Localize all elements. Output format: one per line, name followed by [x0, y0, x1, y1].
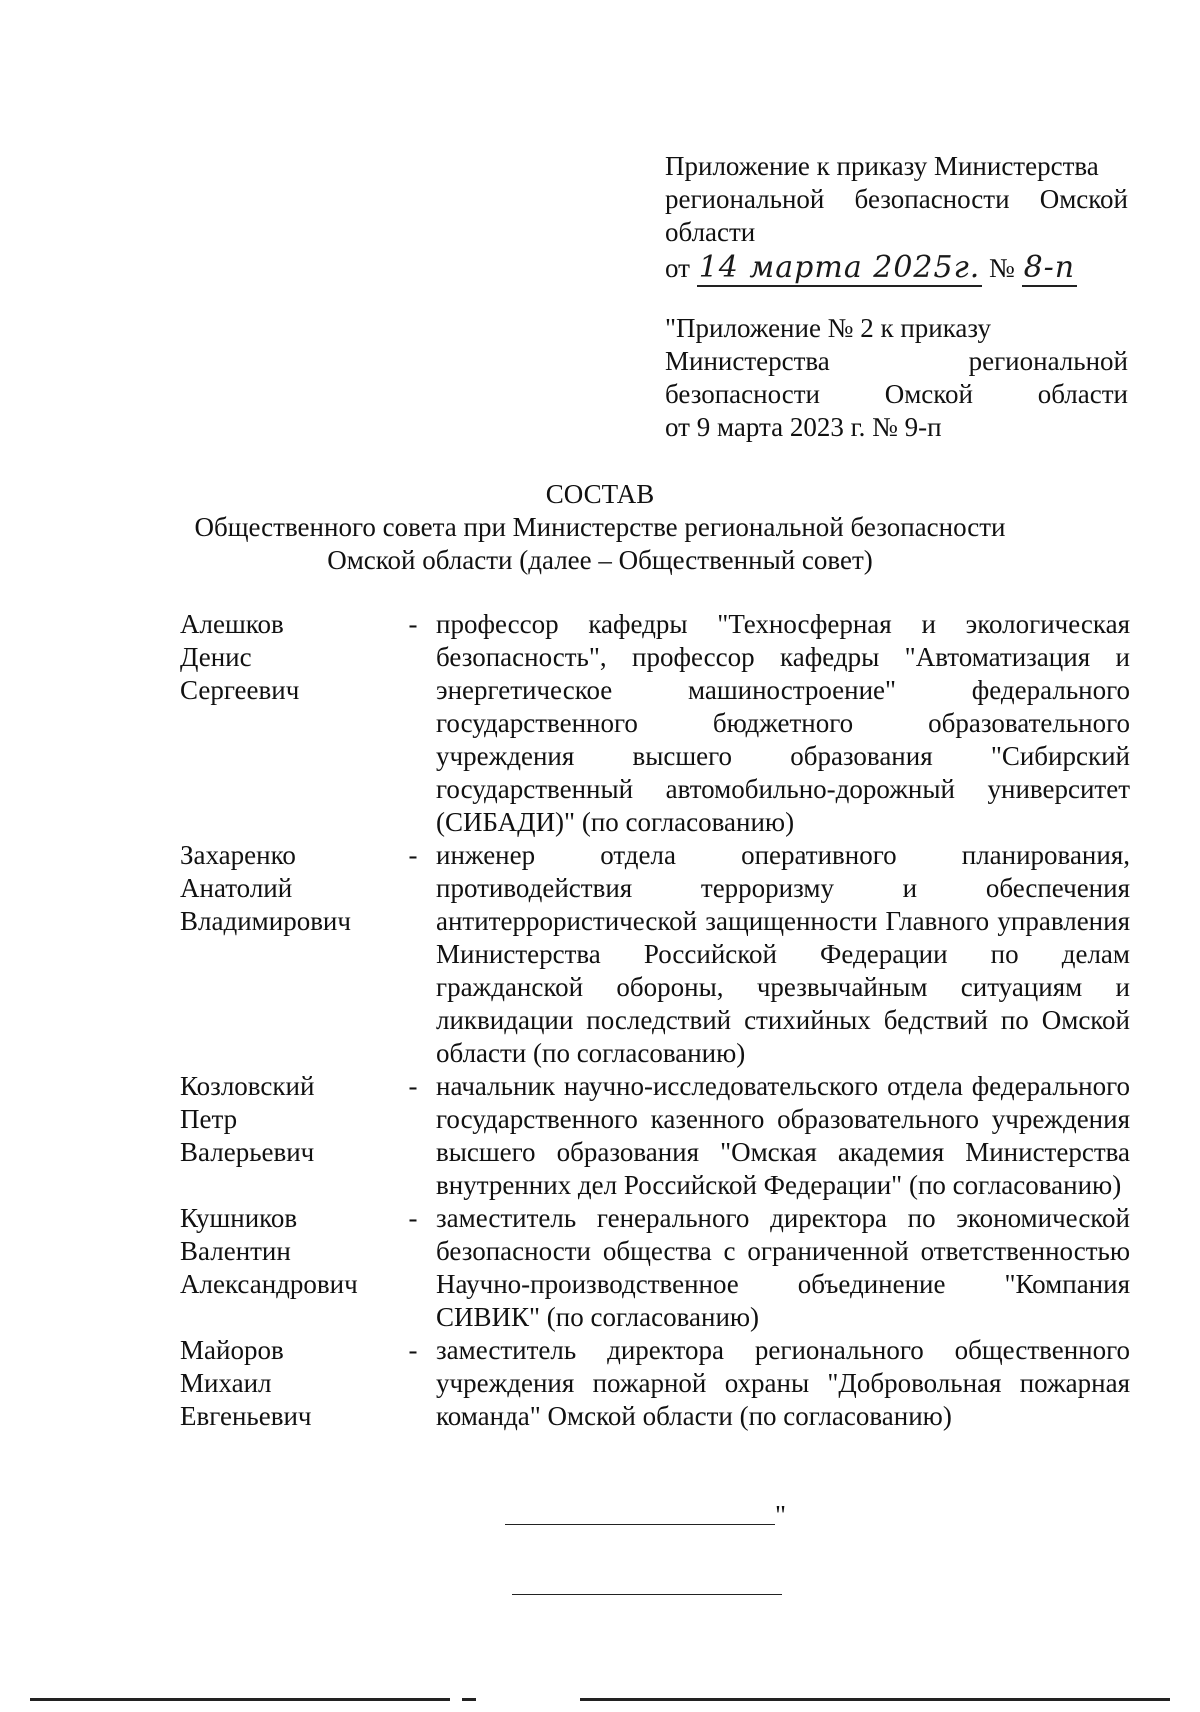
handwritten-date: 14 марта 2025г.	[698, 250, 981, 285]
member-patronymic: Валерьевич	[180, 1137, 315, 1167]
member-name	[180, 1334, 390, 1433]
member-dash: -	[408, 1071, 418, 1101]
member-dash: -	[408, 1203, 418, 1233]
prev-appendix-line-1: "Приложение № 2 к приказу	[665, 313, 992, 343]
member-name	[180, 1070, 390, 1202]
prev-appendix-line-2: Министерства региональной	[665, 346, 1128, 376]
member-surname: Кушников	[180, 1203, 298, 1233]
member-surname: Козловский	[180, 1071, 315, 1101]
appendix-line-3: области	[665, 217, 756, 247]
appendix-line-2: региональной безопасности Омской	[665, 184, 1128, 214]
prev-appendix-line-4: от 9 марта 2023 г. № 9-п	[665, 412, 942, 442]
handwritten-number: 8-п	[1023, 250, 1076, 285]
member-surname: Захаренко	[180, 840, 296, 870]
member-row	[180, 1334, 1130, 1433]
document-title	[100, 478, 1100, 577]
title-heading: СОСТАВ	[545, 479, 655, 509]
member-first-name: Валентин	[180, 1236, 291, 1266]
appendix-date-line	[665, 251, 1128, 285]
prev-appendix-line-3: безопасности Омской области	[665, 379, 1128, 409]
end-separator-line	[512, 1594, 782, 1595]
title-line-2: Омской области (далее – Общественный совет)	[327, 545, 873, 575]
member-name	[180, 1202, 390, 1334]
member-first-name: Денис	[180, 642, 252, 672]
number-label: №	[989, 253, 1015, 283]
members-list	[180, 608, 1130, 1433]
member-row	[180, 839, 1130, 1070]
title-line-1: Общественного совета при Министерстве региональной безопасности	[194, 512, 1006, 542]
scan-edge-segment	[30, 1698, 450, 1701]
scan-edge-border	[0, 1698, 1200, 1702]
member-dash: -	[408, 1335, 418, 1365]
member-surname: Майоров	[180, 1335, 284, 1365]
appendix-header	[665, 150, 1128, 285]
member-description: инженер отдела оперативного планирования, противодействия терроризму и обеспечения антитеррористической защищенности Главного управления Министерства Российской Федерации по делам гражданской обороны, чрезвычайным ситуациям и ликвидации последствий стихийных бедствий по Омской области (по согласованию)	[436, 840, 1130, 1068]
member-dash: -	[408, 840, 418, 870]
member-patronymic: Сергеевич	[180, 675, 300, 705]
member-description: заместитель генерального директора по экономической безопасности общества с ограниченной ответственностью Научно-производственное объединение "Компания СИВИК" (по согласованию)	[436, 1203, 1130, 1332]
member-row	[180, 1202, 1130, 1334]
member-patronymic: Александрович	[180, 1269, 358, 1299]
closing-separator-line	[505, 1524, 775, 1525]
member-first-name: Анатолий	[180, 873, 293, 903]
member-description: начальник научно-исследовательского отдела федерального государственного казенного образовательного учреждения высшего образования "Омская академия Министерства внутренних дел Российской Федерации" (по согласованию)	[436, 1071, 1130, 1200]
date-prefix: от	[665, 253, 690, 283]
member-patronymic: Евгеньевич	[180, 1401, 312, 1431]
member-patronymic: Владимирович	[180, 906, 351, 936]
member-description: заместитель директора регионального общественного учреждения пожарной охраны "Добровольная пожарная команда" Омской области (по согласованию)	[436, 1335, 1130, 1431]
member-row	[180, 608, 1130, 839]
member-name	[180, 839, 390, 1070]
scan-edge-segment	[462, 1698, 476, 1701]
closing-quote-mark: "	[775, 1500, 787, 1530]
member-row	[180, 1070, 1130, 1202]
member-first-name: Михаил	[180, 1368, 272, 1398]
member-surname: Алешков	[180, 609, 284, 639]
member-description: профессор кафедры "Техносферная и экологическая безопасность", профессор кафедры "Автоматизация и энергетическое машиностроение" федерального государственного бюджетного образовательного учреждения высшего образования "Сибирский государственный автомобильно-дорожный университет (СИБАДИ)" (по согласованию)	[436, 609, 1130, 837]
appendix-line-1: Приложение к приказу Министерства	[665, 151, 1099, 181]
member-first-name: Петр	[180, 1104, 238, 1134]
member-dash: -	[408, 609, 418, 639]
previous-appendix-reference	[665, 312, 1128, 444]
member-name	[180, 608, 390, 839]
scan-edge-segment	[580, 1698, 1170, 1701]
